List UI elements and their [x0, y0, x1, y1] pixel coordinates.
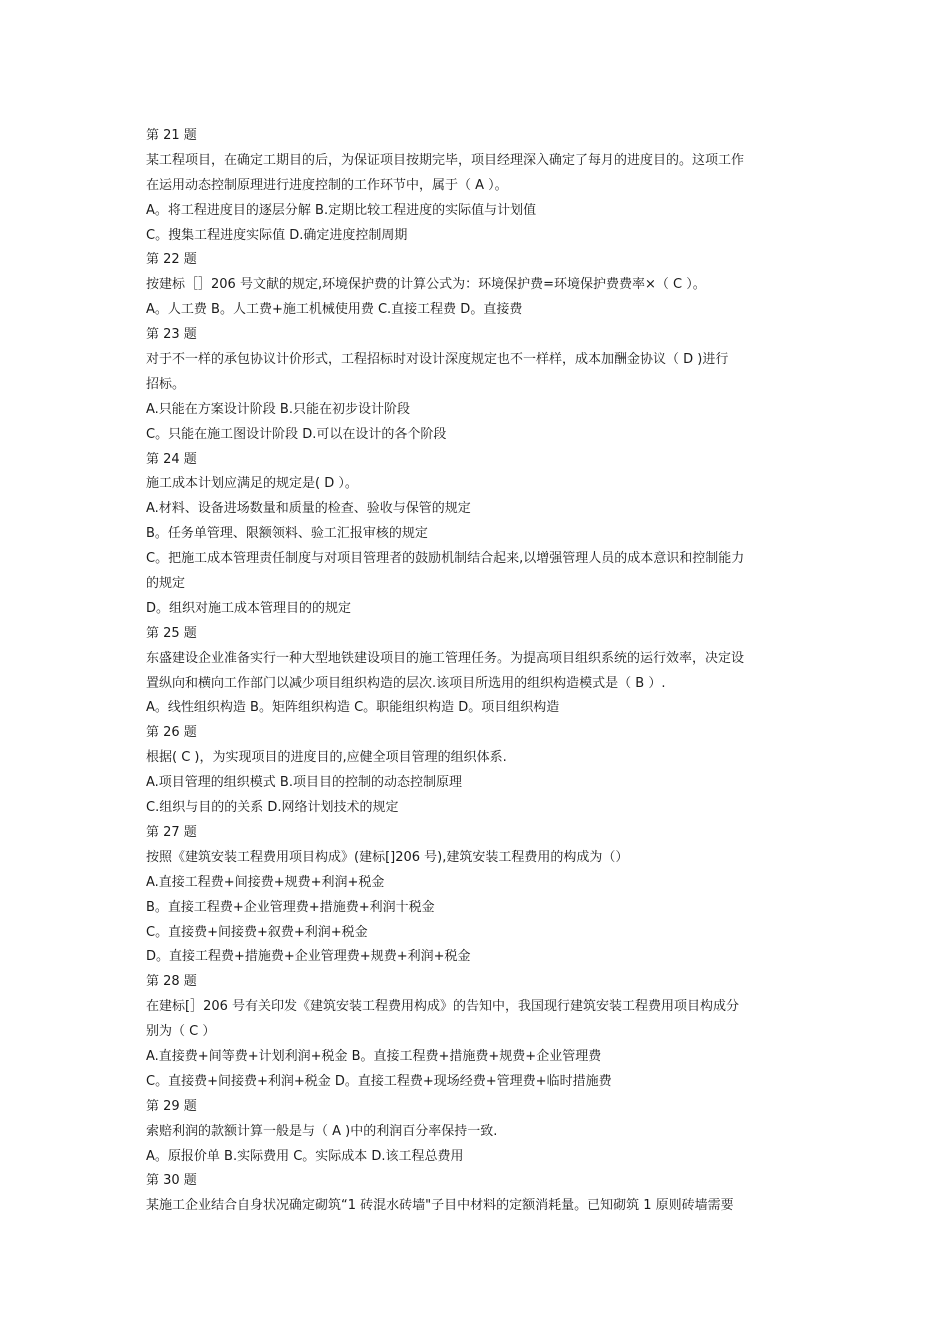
question-28-options-ab: A.直接费+间等费+计划利润+税金 B。直接工程费+措施费+规费+企业管理费 — [146, 1048, 602, 1064]
question-24-option-c-line-2: 的规定 — [146, 576, 186, 592]
question-21-text-line-1: 某工程项目，在确定工期目的后，为保证项目按期完毕，项目经理深入确定了每月的进度目的。这项工作 — [146, 152, 745, 168]
question-29-options: A。原报价单 B.实际费用 C。实际成本 D.该工程总费用 — [146, 1148, 464, 1164]
question-27-text: 按照《建筑安装工程费用项目构成》(建标[]206 号),建筑安装工程费用的构成为（） — [146, 849, 629, 865]
question-26-heading: 第 26 题 — [146, 725, 197, 741]
question-25-heading: 第 25 题 — [146, 625, 197, 641]
question-21-heading: 第 21 题 — [146, 128, 197, 143]
question-22-text: 按建标［］206 号文献的规定,环境保护费的计算公式为：环境保护费=环境保护费费率×（ C ）。 — [146, 277, 706, 293]
question-29-text: 索赔利润的款额计算一般是与（ A )中的利润百分率保持一致. — [146, 1123, 498, 1139]
question-27-option-c: C。直接费+间接费+叙费+利润+税金 — [146, 924, 368, 940]
question-21-text-line-2: 在运用动态控制原理进行进度控制的工作环节中，属于（ A ）。 — [146, 177, 508, 193]
question-25-text-line-1: 东盛建设企业准备实行一种大型地铁建设项目的施工管理任务。为提高项目组织系统的运行效率，决定设 — [146, 650, 745, 666]
question-28-options-cd: C。直接费+间接费+利润+税金 D。直接工程费+现场经费+管理费+临时措施费 — [146, 1073, 612, 1089]
question-28-text-line-2: 别为（ C ） — [146, 1024, 216, 1040]
question-26-text: 根据( C )，为实现项目的进度目的,应健全项目管理的组织体系. — [146, 750, 507, 766]
question-24-option-d: D。组织对施工成本管理目的的规定 — [146, 600, 352, 616]
question-25-options: A。线性组织构造 B。矩阵组织构造 C。职能组织构造 D。项目组织构造 — [146, 700, 560, 716]
question-29-heading: 第 29 题 — [146, 1098, 197, 1114]
question-28-heading: 第 28 题 — [146, 974, 197, 990]
question-23-text-line-1: 对于不一样的承包协议计价形式，工程招标时对设计深度规定也不一样样，成本加酬金协议（ D )进行 — [146, 352, 729, 368]
question-27-option-b: B。直接工程费+企业管理费+措施费+利润十税金 — [146, 899, 435, 915]
question-26-options-ab: A.项目管理的组织模式 B.项目目的控制的动态控制原理 — [146, 775, 462, 791]
question-23-options-ab: A.只能在方案设计阶段 B.只能在初步设计阶段 — [146, 401, 410, 417]
question-23-heading: 第 23 题 — [146, 327, 197, 343]
question-24-option-a: A.材料、设备进场数量和质量的检查、验收与保管的规定 — [146, 501, 471, 517]
question-30-text: 某施工企业结合自身状况确定砌筑“1 砖混水砖墙"子目中材料的定额消耗量。已知砌筑 1 原则砖墙需要 — [146, 1198, 734, 1214]
question-24-option-b: B。任务单管理、限额领料、验工汇报审核的规定 — [146, 526, 428, 542]
question-24-option-c-line-1: C。把施工成本管理责任制度与对项目管理者的鼓励机制结合起来,以增强管理人员的成本意识和控制能力 — [146, 551, 745, 567]
question-23-text-line-2: 招标。 — [146, 376, 186, 392]
question-22-options: A。人工费 B。人工费+施工机械使用费 C.直接工程费 D。直接费 — [146, 302, 523, 318]
question-21-options-cd: C。搜集工程进度实际值 D.确定进度控制周期 — [146, 227, 408, 243]
question-26-options-cd: C.组织与目的的关系 D.网络计划技术的规定 — [146, 800, 399, 816]
question-24-text: 施工成本计划应满足的规定是( D ）。 — [146, 476, 358, 492]
document-body — [146, 124, 810, 1219]
question-27-option-a: A.直接工程费+间接费+规费+利润+税金 — [146, 874, 385, 890]
question-28-text-line-1: 在建标[］206 号有关印发《建筑安装工程费用构成》的告知中，我国现行建筑安装工程费用项目构成分 — [146, 999, 740, 1015]
question-22-heading: 第 22 题 — [146, 252, 197, 268]
question-25-text-line-2: 置纵向和横向工作部门以减少项目组织构造的层次.该项目所选用的组织构造模式是（ B ）. — [146, 675, 666, 691]
question-21-options-ab: A。将工程进度目的逐层分解 B.定期比较工程进度的实际值与计划值 — [146, 202, 537, 218]
question-27-option-d: D。直接工程费+措施费+企业管理费+规费+利润+税金 — [146, 949, 471, 965]
question-24-heading: 第 24 题 — [146, 451, 197, 467]
question-23-options-cd: C。只能在施工图设计阶段 D.可以在设计的各个阶段 — [146, 426, 447, 442]
question-30-heading: 第 30 题 — [146, 1173, 197, 1189]
question-27-heading: 第 27 题 — [146, 824, 197, 840]
